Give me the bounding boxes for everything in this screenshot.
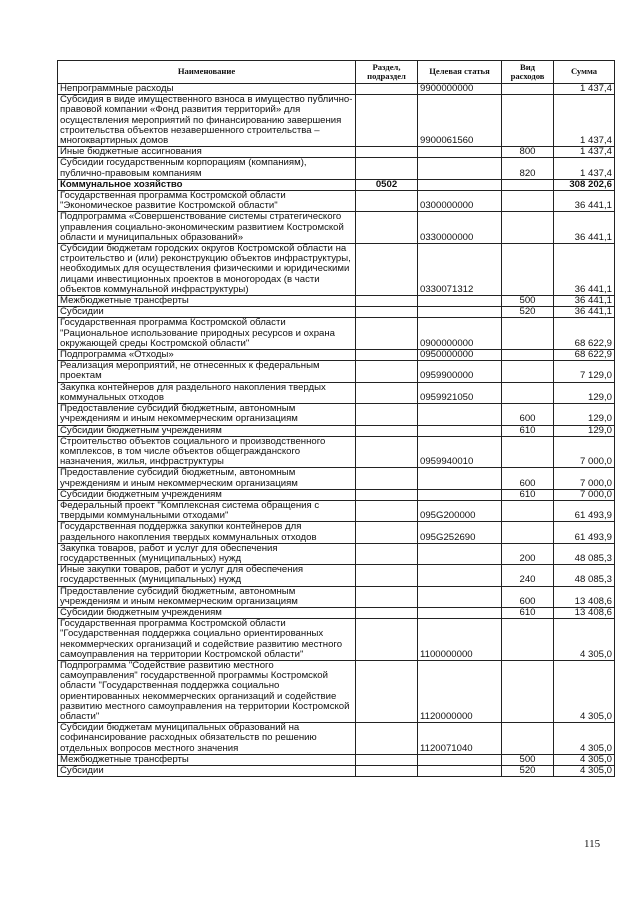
cell-section [356,468,418,489]
table-row [58,500,615,521]
budget-table [57,60,615,777]
cell-target [418,307,502,318]
cell-kind [502,318,554,350]
table-row [58,158,615,179]
table-row [58,489,615,500]
cell-amount: 4 305,0 [554,660,615,722]
cell-amount: 48 085,3 [554,543,615,564]
cell-section [356,147,418,158]
table-row [58,468,615,489]
header-amount: Сумма [554,61,615,84]
cell-kind [502,244,554,296]
cell-name: Строительство объектов социального и производственного комплексов, в том числе объектов общегражданского назначения, жилья, инфраструктуры [58,436,356,468]
cell-name: Реализация мероприятий, не отнесенных к федеральным проектам [58,361,356,382]
cell-section [356,565,418,586]
cell-target [418,147,502,158]
cell-amount: 1 437,4 [554,158,615,179]
cell-name: Коммунальное хозяйство [58,179,356,190]
cell-name: Субсидии государственным корпорациям (компаниям), публично-правовым компаниям [58,158,356,179]
cell-name: Иные бюджетные ассигнования [58,147,356,158]
cell-kind: 600 [502,586,554,607]
cell-target [418,586,502,607]
table-row [58,244,615,296]
table-row [58,307,615,318]
table-row [58,361,615,382]
cell-kind [502,179,554,190]
cell-target: 0900000000 [418,318,502,350]
cell-kind [502,95,554,147]
cell-amount: 36 441,1 [554,212,615,244]
cell-section [356,586,418,607]
table-row [58,296,615,307]
cell-section [356,723,418,755]
cell-kind: 240 [502,565,554,586]
cell-amount: 1 437,4 [554,95,615,147]
cell-name: Непрограммные расходы [58,84,356,95]
cell-section [356,212,418,244]
header-target: Целевая статья [418,61,502,84]
cell-amount: 4 305,0 [554,754,615,765]
cell-target [418,468,502,489]
cell-kind: 610 [502,425,554,436]
cell-target: 0959940010 [418,436,502,468]
cell-amount: 13 408,6 [554,607,615,618]
cell-section [356,350,418,361]
cell-kind [502,84,554,95]
cell-name: Субсидии бюджетам городских округов Костромской области на строительство и (или) реконструкцию объектов инфраструктуры, необходимых для осуществления физическими и юридическими лицами инвестиционных проектов в моногородах (в части объектов коммунальной инфраструктуры) [58,244,356,296]
cell-section [356,500,418,521]
table-row [58,766,615,777]
cell-name: Федеральный проект "Комплексная система обращения с твердыми коммунальными отходами" [58,500,356,521]
cell-amount: 129,0 [554,382,615,403]
page-number: 115 [584,838,601,850]
table-row [58,586,615,607]
table-row [58,382,615,403]
cell-kind: 200 [502,543,554,564]
cell-name: Субсидии бюджетным учреждениям [58,489,356,500]
cell-section [356,425,418,436]
cell-target [418,754,502,765]
cell-amount: 4 305,0 [554,619,615,661]
cell-target: 095G200000 [418,500,502,521]
cell-name: Государственная программа Костромской области "Государственная поддержка социально ориентированных некоммерческих организаций и содействие развитию местного самоуправления на территории Костромской области" [58,619,356,661]
cell-section [356,754,418,765]
table-row [58,350,615,361]
table-row [58,404,615,425]
table-row [58,660,615,722]
cell-kind: 500 [502,754,554,765]
table-body [58,84,615,777]
cell-target [418,543,502,564]
cell-amount: 7 000,0 [554,468,615,489]
cell-section [356,307,418,318]
cell-name: Субсидии бюджетным учреждениям [58,607,356,618]
cell-name: Государственная поддержка закупки контейнеров для раздельного накопления твердых коммунальных отходов [58,522,356,543]
cell-target: 9900000000 [418,84,502,95]
cell-amount: 4 305,0 [554,766,615,777]
header-section: Раздел, подраздел [356,61,418,84]
cell-target: 0959900000 [418,361,502,382]
cell-kind: 600 [502,468,554,489]
table-row [58,212,615,244]
table-row [58,522,615,543]
cell-amount: 4 305,0 [554,723,615,755]
cell-name: Государственная программа Костромской области "Экономическое развитие Костромской области" [58,191,356,212]
table-row [58,723,615,755]
cell-amount: 68 622,9 [554,350,615,361]
cell-kind [502,660,554,722]
cell-name: Субсидия в виде имущественного взноса в имущество публично-правовой компании «Фонд развития территорий» для осуществления мероприятий по финансированию завершения строительства объектов незавершенного строительства – многоквартирных домов [58,95,356,147]
cell-target [418,489,502,500]
cell-amount: 1 437,4 [554,147,615,158]
cell-section [356,95,418,147]
cell-kind: 800 [502,147,554,158]
cell-target [418,766,502,777]
cell-section [356,404,418,425]
cell-amount: 36 441,1 [554,191,615,212]
header-row [58,61,615,84]
cell-amount: 36 441,1 [554,307,615,318]
cell-name: Субсидии бюджетным учреждениям [58,425,356,436]
cell-section [356,382,418,403]
cell-name: Подпрограмма "Содействие развитию местного самоуправления" государственной программы Костромской области "Государственная поддержка социально ориентированных некоммерческих организаций и содействие развитию местного самоуправления на территории Костромской области" [58,660,356,722]
cell-amount: 308 202,6 [554,179,615,190]
cell-section [356,607,418,618]
cell-section [356,522,418,543]
cell-target [418,179,502,190]
table-row [58,318,615,350]
cell-target: 0300000000 [418,191,502,212]
cell-section [356,619,418,661]
cell-kind: 600 [502,404,554,425]
table-row [58,191,615,212]
cell-name: Государственная программа Костромской области "Рациональное использование природных ресурсов и охрана окружающей среды Костромской области" [58,318,356,350]
cell-amount: 36 441,1 [554,296,615,307]
cell-amount: 1 437,4 [554,84,615,95]
cell-section [356,191,418,212]
cell-amount: 36 441,1 [554,244,615,296]
cell-amount: 61 493,9 [554,500,615,521]
table-row [58,543,615,564]
cell-section [356,244,418,296]
table-row [58,179,615,190]
cell-name: Иные закупки товаров, работ и услуг для обеспечения государственных (муниципальных) нужд [58,565,356,586]
cell-target: 0959921050 [418,382,502,403]
cell-name: Закупка товаров, работ и услуг для обеспечения государственных (муниципальных) нужд [58,543,356,564]
cell-target [418,158,502,179]
cell-target [418,296,502,307]
cell-section [356,84,418,95]
cell-name: Субсидии [58,307,356,318]
cell-amount: 7 129,0 [554,361,615,382]
table-row [58,425,615,436]
table-row [58,436,615,468]
cell-target: 1100000000 [418,619,502,661]
cell-section [356,296,418,307]
cell-kind: 820 [502,158,554,179]
cell-section [356,361,418,382]
cell-section [356,543,418,564]
cell-kind [502,382,554,403]
cell-target: 095G252690 [418,522,502,543]
cell-section [356,766,418,777]
cell-amount: 13 408,6 [554,586,615,607]
header-kind: Вид расходов [502,61,554,84]
cell-amount: 129,0 [554,425,615,436]
table-row [58,84,615,95]
table-row [58,607,615,618]
cell-kind: 500 [502,296,554,307]
cell-kind [502,500,554,521]
cell-name: Межбюджетные трансферты [58,296,356,307]
cell-name: Закупка контейнеров для раздельного накопления твердых коммунальных отходов [58,382,356,403]
table-row [58,147,615,158]
cell-target [418,607,502,618]
cell-target: 1120071040 [418,723,502,755]
cell-kind [502,619,554,661]
cell-target [418,565,502,586]
cell-target: 9900061560 [418,95,502,147]
cell-name: Предоставление субсидий бюджетным, автономным учреждениям и иным некоммерческим организациям [58,404,356,425]
cell-section [356,158,418,179]
cell-name: Межбюджетные трансферты [58,754,356,765]
cell-target [418,425,502,436]
cell-name: Предоставление субсидий бюджетным, автономным учреждениям и иным некоммерческим организациям [58,586,356,607]
cell-target [418,404,502,425]
cell-kind [502,361,554,382]
cell-kind [502,350,554,361]
cell-name: Субсидии [58,766,356,777]
cell-kind [502,436,554,468]
table-row [58,565,615,586]
cell-kind: 520 [502,766,554,777]
cell-section [356,436,418,468]
cell-kind: 520 [502,307,554,318]
cell-name: Подпрограмма «Совершенствование системы стратегического управления социально-экономическим развитием Костромской области и муниципальных образований» [58,212,356,244]
cell-target: 0330071312 [418,244,502,296]
cell-section [356,660,418,722]
cell-name: Подпрограмма «Отходы» [58,350,356,361]
cell-section: 0502 [356,179,418,190]
cell-target: 1120000000 [418,660,502,722]
cell-amount: 129,0 [554,404,615,425]
cell-kind [502,191,554,212]
cell-kind [502,522,554,543]
cell-name: Субсидии бюджетам муниципальных образований на софинансирование расходных обязательств по решению отдельных вопросов местного значения [58,723,356,755]
cell-kind: 610 [502,607,554,618]
table-row [58,619,615,661]
cell-amount: 61 493,9 [554,522,615,543]
cell-amount: 68 622,9 [554,318,615,350]
table-row [58,754,615,765]
cell-amount: 7 000,0 [554,489,615,500]
cell-amount: 7 000,0 [554,436,615,468]
cell-target: 0330000000 [418,212,502,244]
header-name: Наименование [58,61,356,84]
cell-section [356,318,418,350]
table-row [58,95,615,147]
cell-amount: 48 085,3 [554,565,615,586]
cell-kind: 610 [502,489,554,500]
cell-kind [502,723,554,755]
cell-name: Предоставление субсидий бюджетным, автономным учреждениям и иным некоммерческим организациям [58,468,356,489]
cell-target: 0950000000 [418,350,502,361]
cell-kind [502,212,554,244]
cell-section [356,489,418,500]
